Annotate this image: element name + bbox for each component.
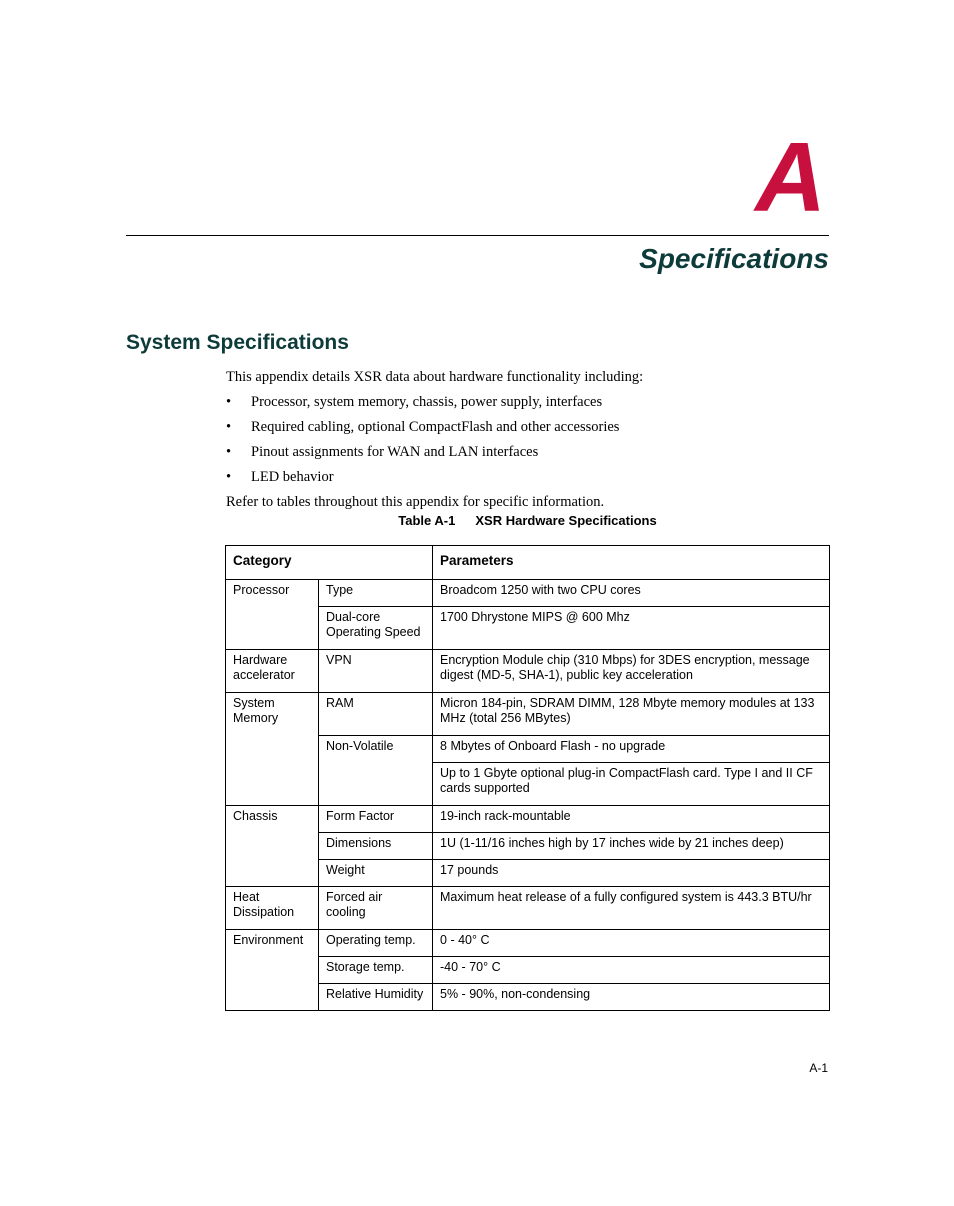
value-cell: Broadcom 1250 with two CPU cores [433, 579, 830, 606]
category-cell: Hardware accelerator [226, 649, 319, 692]
category-cell: Chassis [226, 805, 319, 886]
table-row [226, 579, 830, 606]
table-row [226, 929, 830, 956]
item-cell: Type [319, 579, 433, 606]
value-cell: 0 - 40° C [433, 929, 830, 956]
body-text [226, 365, 829, 515]
list-item-text: LED behavior [251, 469, 334, 485]
item-cell: Form Factor [319, 805, 433, 832]
item-cell: Weight [319, 859, 433, 886]
chapter-title: Specifications [639, 243, 829, 274]
value-cell: Encryption Module chip (310 Mbps) for 3DES encryption, message digest (MD-5, SHA-1), public key acceleration [433, 649, 830, 692]
item-cell: RAM [319, 692, 433, 735]
list-item-text: Required cabling, optional CompactFlash and other accessories [251, 419, 620, 435]
table-header-row [226, 546, 830, 580]
category-cell: Environment [226, 929, 319, 1010]
value-cell: Maximum heat release of a fully configured system is 443.3 BTU/hr [433, 886, 830, 929]
item-cell: Operating temp. [319, 929, 433, 956]
item-cell: Forced air cooling [319, 886, 433, 929]
chapter-rule [126, 235, 829, 236]
value-cell: 1U (1-11/16 inches high by 17 inches wide by 21 inches deep) [433, 832, 830, 859]
page-number: A-1 [809, 1061, 828, 1075]
item-cell: VPN [319, 649, 433, 692]
value-cell: 19-inch rack-mountable [433, 805, 830, 832]
list-item-text: Processor, system memory, chassis, power supply, interfaces [251, 394, 603, 410]
bullet-icon: • [226, 419, 232, 435]
bullet-icon: • [226, 469, 232, 485]
value-cell: 5% - 90%, non-condensing [433, 983, 830, 1010]
item-cell: Non-Volatile [319, 735, 433, 805]
table-row [226, 692, 830, 735]
intro-paragraph: This appendix details XSR data about hardware functionality including: [226, 369, 644, 385]
table-row [226, 649, 830, 692]
table-caption [226, 513, 829, 528]
list-item [226, 390, 829, 415]
spec-table [225, 545, 830, 1011]
list-item-text: Pinout assignments for WAN and LAN interfaces [251, 444, 539, 460]
list-item [226, 415, 829, 440]
table-row [226, 805, 830, 832]
value-cell: 8 Mbytes of Onboard Flash - no upgrade [433, 735, 830, 762]
header-parameters: Parameters [433, 546, 830, 580]
value-cell: Up to 1 Gbyte optional plug-in CompactFlash card. Type I and II CF cards supported [433, 762, 830, 805]
item-cell: Dimensions [319, 832, 433, 859]
category-cell: System Memory [226, 692, 319, 805]
list-item [226, 440, 829, 465]
value-cell: Micron 184-pin, SDRAM DIMM, 128 Mbyte memory modules at 133 MHz (total 256 MBytes) [433, 692, 830, 735]
header-category: Category [226, 546, 433, 580]
table-caption-title: XSR Hardware Specifications [475, 513, 657, 528]
item-cell: Relative Humidity [319, 983, 433, 1010]
bullet-list [226, 390, 829, 490]
list-item [226, 465, 829, 490]
section-heading: System Specifications [126, 331, 349, 354]
value-cell: 1700 Dhrystone MIPS @ 600 Mhz [433, 606, 830, 649]
outro-paragraph: Refer to tables throughout this appendix for specific information. [226, 494, 605, 510]
table-row [226, 886, 830, 929]
bullet-icon: • [226, 394, 232, 410]
chapter-letter: A [755, 122, 826, 232]
category-cell: Processor [226, 579, 319, 649]
table-caption-number: Table A-1 [398, 513, 456, 528]
item-cell: Storage temp. [319, 956, 433, 983]
category-cell: Heat Dissipation [226, 886, 319, 929]
value-cell: -40 - 70° C [433, 956, 830, 983]
bullet-icon: • [226, 444, 232, 460]
value-cell: 17 pounds [433, 859, 830, 886]
item-cell: Dual-core Operating Speed [319, 606, 433, 649]
